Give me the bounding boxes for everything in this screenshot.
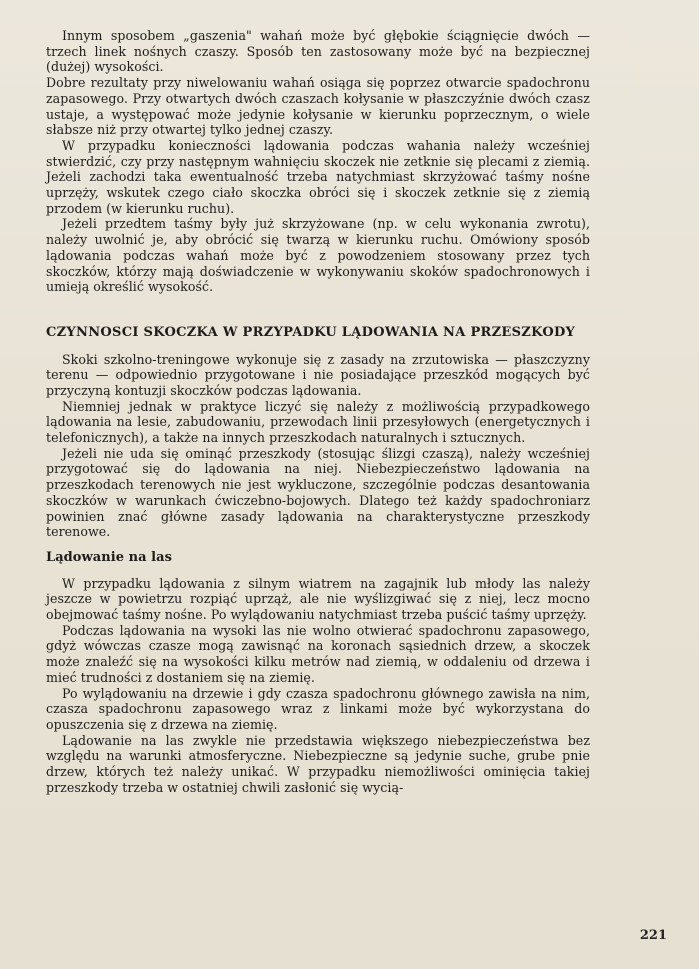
paragraph: Jeżeli nie uda się ominąć przeszkody (stosując ślizgi czaszą), należy wcześniej przygotować się do lądowania na niej. Niebezpieczeństwo lądowania na przeszkodach terenowych nie jest wykluczone, szczególnie podczas desantowania skoczków w warunkach ćwiczebno-bojowych. Dlatego też każdy spadochroniarz powinien znać główne zasady lądowania na charakterystyczne przeszkody terenowe. <box>46 445 590 540</box>
paragraph: Lądowanie na las zwykle nie przedstawia większego niebezpieczeństwa bez względu na warunki atmosferyczne. Niebezpieczne są jedynie suche, grube pnie drzew, których też należy unikać. W przypadku niemożliwości ominięcia takiej przeszkody trzeba w ostatniej chwili zasłonić się wycią- <box>46 732 590 795</box>
paragraph: Niemniej jednak w praktyce liczyć się należy z możliwością przypadkowego lądowania na lesie, zabudowaniu, przewodach linii przesyłowych (energetycznych i telefonicznych), a także na innych przeszkodach naturalnych i sztucznych. <box>46 398 590 446</box>
forest-text-block <box>46 576 590 796</box>
paragraph: Innym sposobem „gaszenia" wahań może być głębokie ściągnięcie dwóch — trzech linek nośnych czaszy. Sposób ten zastosowany może być na bezpiecznej (dużej) wysokości. <box>46 28 590 75</box>
paragraph: W przypadku konieczności lądowania podczas wahania należy wcześniej stwierdzić, czy przy następnym wahnięciu skoczek nie zetknie się plecami z ziemią. Jeżeli zachodzi taka ewentualność trzeba natychmiast skrzyżować taśmy nośne uprzęży, wskutek czego ciało skoczka obróci się i skoczek zetknie się z ziemią przodem (w kierunku ruchu). <box>46 137 590 216</box>
obstacles-text-block <box>46 352 590 540</box>
paragraph: Skoki szkolno-treningowe wykonuje się z zasady na zrzutowiska — płaszczyzny terenu — odpowiednio przygotowane i nie posiadające przeszkód mogących być przyczyną kontuzji skoczków podczas lądowania. <box>46 351 590 398</box>
paragraph: Podczas lądowania na wysoki las nie wolno otwierać spadochronu zapasowego, gdyż wówczas czasze mogą zawisnąć na koronach sąsiednich drzew, a skoczek może znaleźć się na wysokości kilku metrów nad ziemią, w oddaleniu od drzewa i mieć trudności z dostaniem się na ziemię. <box>46 622 590 685</box>
intro-text-block <box>46 28 590 295</box>
page-content <box>46 28 590 795</box>
paragraph: W przypadku lądowania z silnym wiatrem na zagajnik lub młody las należy jeszcze w powietrzu rozpiąć uprząż, ale nie wyślizgiwać się z niej, lecz mocno obejmować taśmy nośne. Po wylądowaniu natychmiast trzeba puścić taśmy uprzęży. <box>46 575 590 622</box>
page-number: 221 <box>639 928 667 943</box>
paragraph: Jeżeli przedtem taśmy były już skrzyżowane (np. w celu wykonania zwrotu), należy uwolnić je, aby obrócić się twarzą w kierunku ruchu. Omówiony sposób lądowania podczas wahań może być z powodzeniem stosowany przez tych skoczków, którzy mają doświadczenie w wykonywaniu skoków spadochronowych i umieją określić wysokość. <box>46 216 590 295</box>
paragraph: Po wylądowaniu na drzewie i gdy czasza spadochronu głównego zawisła na nim, czasza spadochronu zapasowego wraz z linkami może być wykorzystana do opuszczenia się z drzewa na ziemię. <box>46 685 590 732</box>
section-heading: CZYNNOSCI SKOCZKA W PRZYPADKU LĄDOWANIA NA PRZESZKODY <box>46 324 576 340</box>
paragraph: Dobre rezultaty przy niwelowaniu wahań osiąga się poprzez otwarcie spadochronu zapasowego. Przy otwartych dwóch czaszach kołysanie w płaszczyźnie dwóch czasz ustaje, a występować może jedynie kołysanie w kierunku poprzecznym, o wiele słabsze niż przy otwartej tylko jednej czaszy. <box>46 75 590 138</box>
subheading: Lądowanie na las <box>46 549 173 565</box>
